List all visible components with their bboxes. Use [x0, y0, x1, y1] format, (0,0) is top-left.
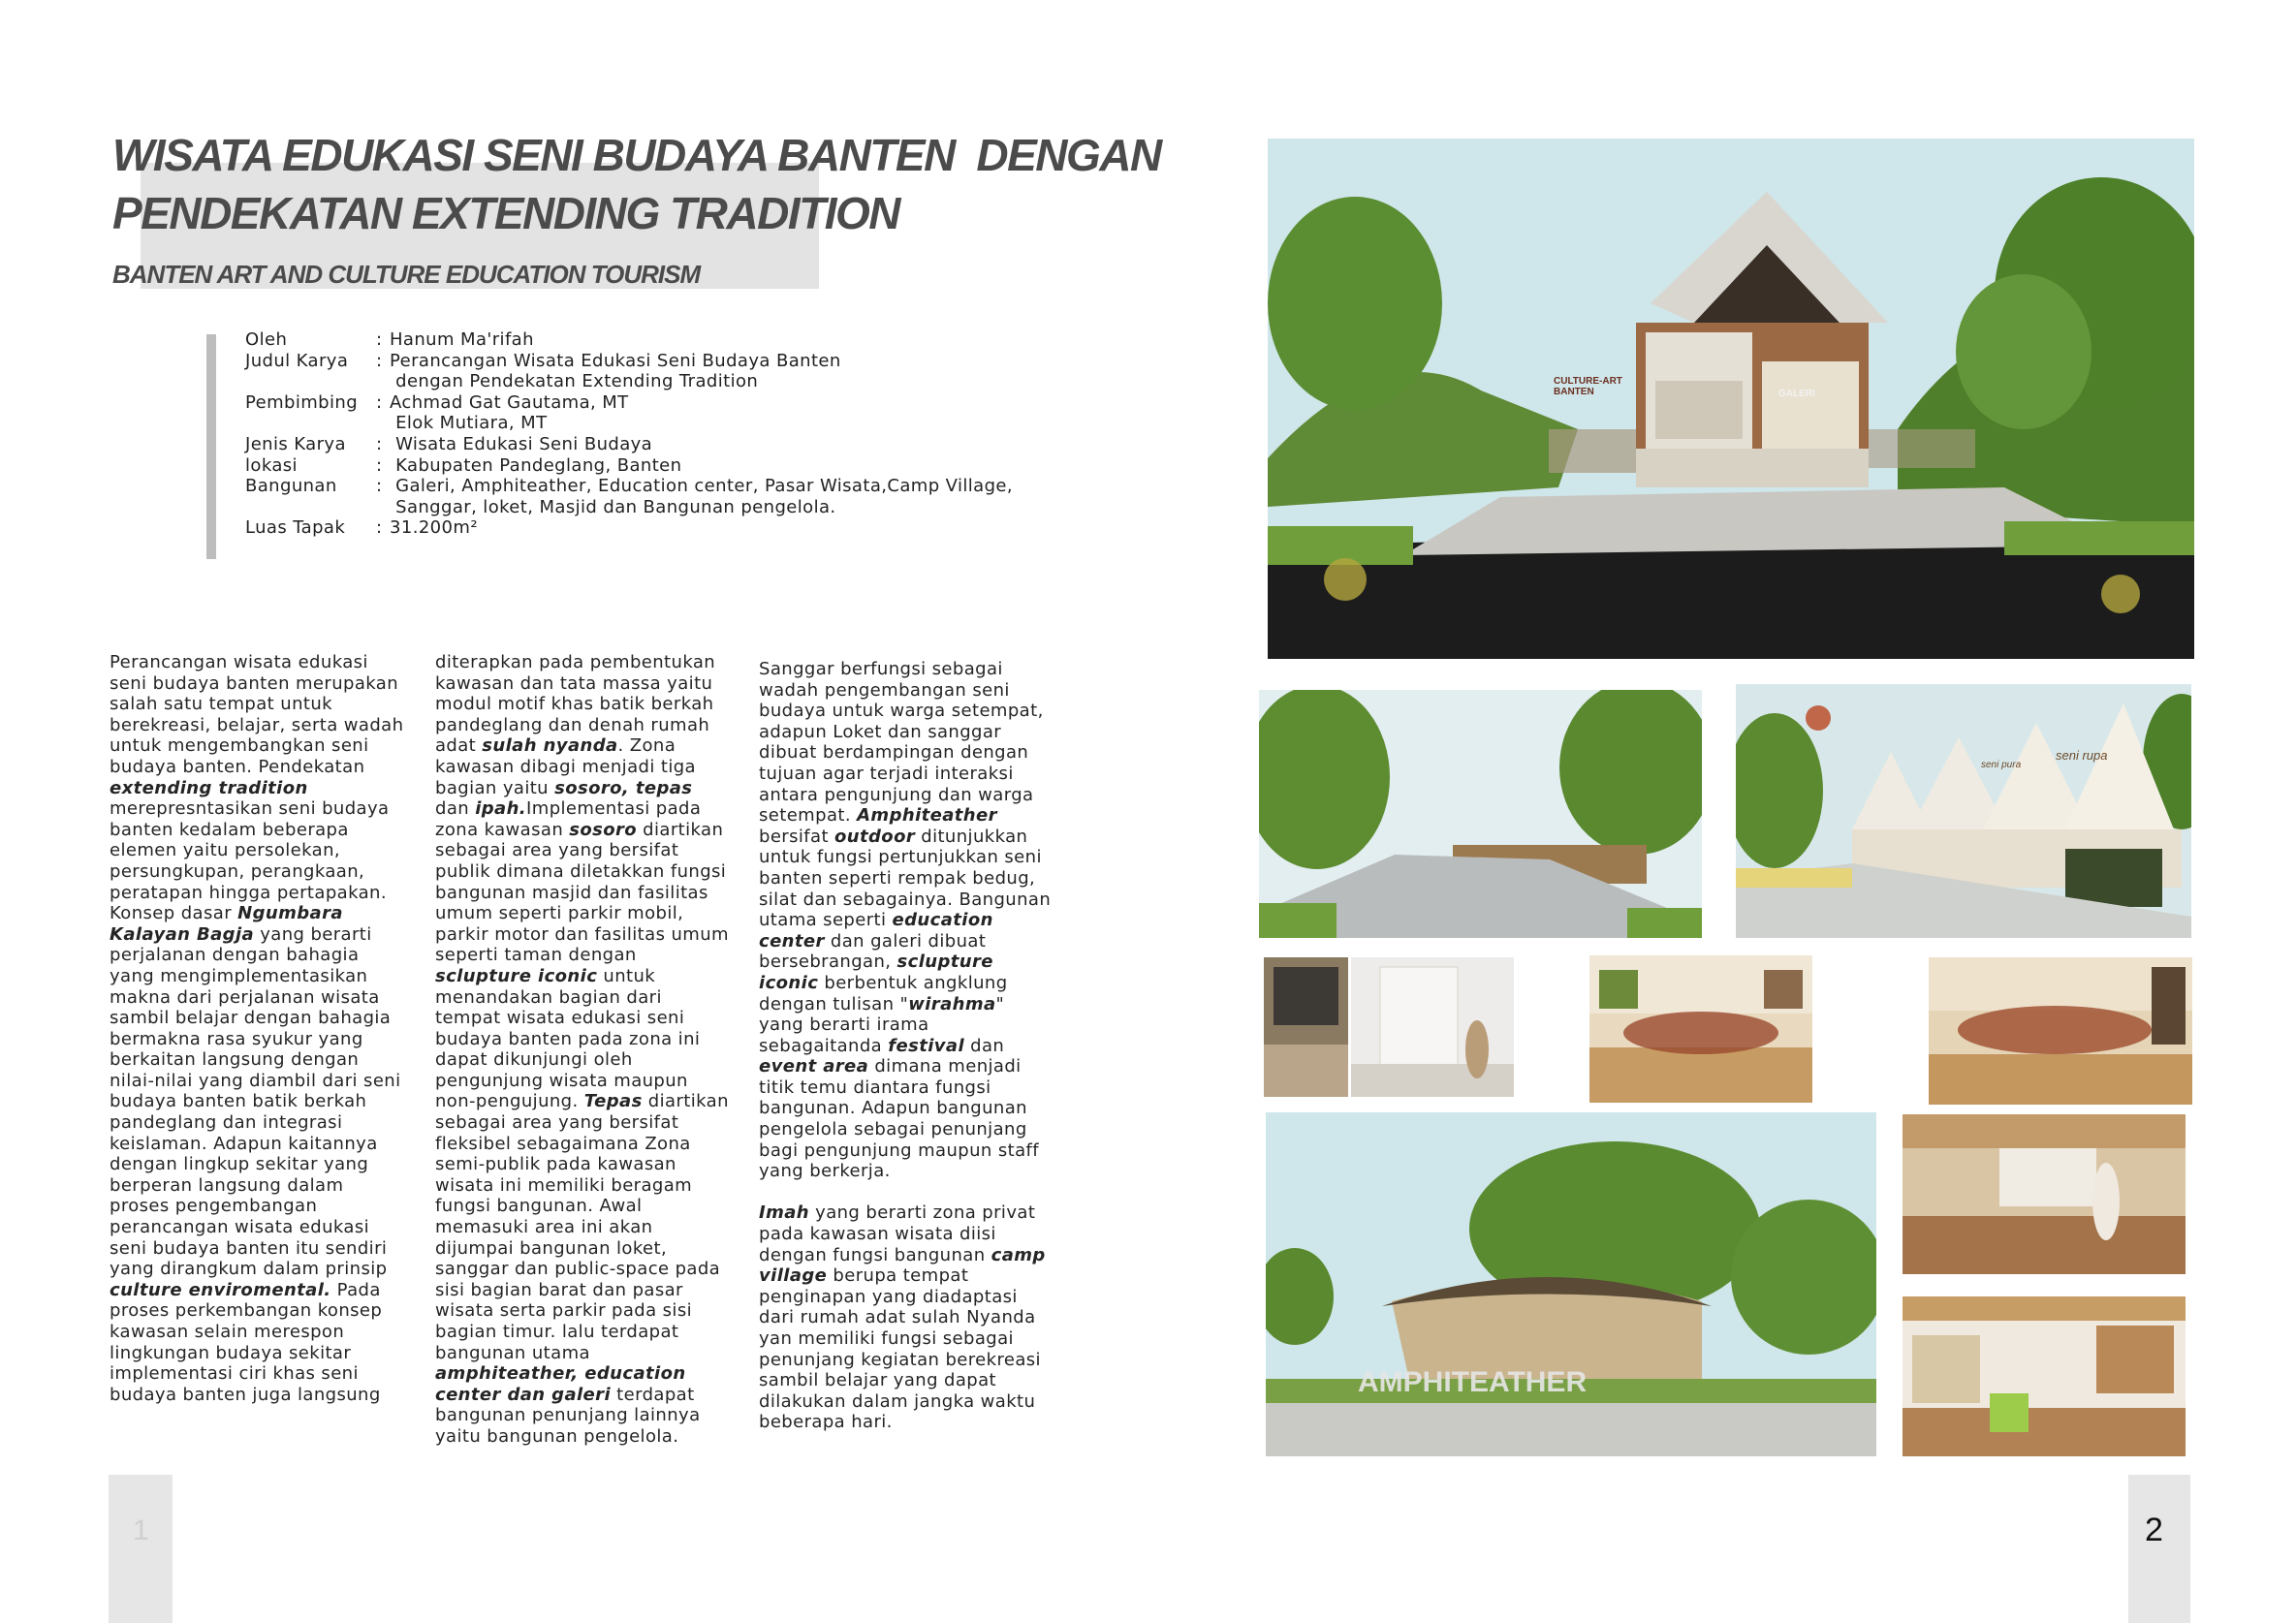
education-center-image-1: [1903, 1114, 2186, 1274]
galeri-render-image: [1268, 139, 2194, 659]
body-text: . Zona kawasan dibagi menjadi tiga bagian yaitu: [435, 735, 696, 798]
meta-row: [245, 351, 1013, 372]
meta-separator: :: [376, 517, 383, 539]
emphasis-text: Amphiteather: [857, 805, 997, 827]
gallery-interior-image-2: [1351, 957, 1514, 1097]
emphasis-text: Ngumbara Kalayan Bagja: [110, 903, 343, 945]
emphasis-text: sclupture iconic: [435, 965, 598, 986]
meta-separator: [376, 413, 390, 434]
emphasis-text: sclupture iconic: [759, 952, 993, 993]
emphasis-text: amphiteather, education center dan galeri: [435, 1363, 686, 1405]
body-text: Sanggar berfungsi sebagai wadah pengembangan seni budaya untuk warga setempat, adapun Loket dan sanggar dibuat berdampingan dengan tujuan agar terjadi interaksi antara pengunjung dan warga setempat.: [759, 659, 1044, 827]
title-line-1: WISATA EDUKASI SENI BUDAYA BANTEN DENGAN: [112, 130, 1161, 180]
meta-key: Pembimbing: [245, 391, 359, 413]
page-subtitle: BANTEN ART AND CULTURE EDUCATION TOURISM: [112, 260, 701, 289]
meta-separator: :: [376, 433, 383, 454]
page-number-left: 1: [133, 1514, 149, 1546]
body-text: dimana menjadi titik temu diantara fungsi bangunan. Adapun bangunan pengelola sebagai penunjang bagi pengunjung maupun staff yang berkerja.: [759, 1056, 1039, 1182]
page-number-right: 2: [2145, 1512, 2163, 1548]
meta-separator: :: [376, 476, 383, 497]
meta-value: Achmad Gat Gautama, MT: [390, 391, 629, 413]
plaza-render-image: [1259, 690, 1702, 938]
body-text: berupa tempat penginapan yang diadaptasi dari rumah adat sulah Nyanda yan memiliki fungsi sebagai penunjang kegiatan berekreasi sambil belajar yang dapat dilakukan dalam jangka waktu beberapa hari.: [759, 1265, 1041, 1433]
emphasis-text: Imah: [759, 1202, 810, 1224]
dance-hall-image-2: [1929, 957, 2192, 1105]
emphasis-text: culture enviromental.: [110, 1279, 331, 1300]
meta-value: Wisata Edukasi Seni Budaya: [390, 433, 653, 454]
body-paragraph: [435, 652, 731, 1448]
meta-separator: [376, 371, 390, 392]
meta-key: Bangunan: [245, 476, 337, 497]
meta-key: Judul Karya: [245, 350, 349, 371]
sign-galeri: GALERI: [1778, 389, 1815, 399]
emphasis-text: Tepas: [583, 1091, 643, 1112]
meta-row: [245, 476, 1013, 497]
body-text: diartikan sebagai area yang bersifat fleksibel sebagaimana Zona semi-publik pada kawasan wisata ini memiliki beragam fungsi bangunan. Awal memasuki area ini akan dijumpai bangunan loket, sanggar dan public-space pada sisi bagian barat dan pasar wisata serta parkir pada sisi bagian timur. lalu terdapat bangunan utama: [435, 1091, 729, 1363]
emphasis-text: festival: [888, 1035, 965, 1056]
body-text: Pada proses perkembangan konsep kawasan selain merespon lingkungan budaya sekitar implementasi ciri khas seni budaya banten juga langsung: [110, 1279, 383, 1405]
body-text: merepresntasikan seni budaya banten kedalam beberapa elemen yaitu persolekan, persungkupan, perangkaan, peratapan hingga pertapakan. Konsep dasar: [110, 798, 390, 924]
meta-row: [245, 434, 1013, 455]
body-text: " yang berarti irama sebagaitanda: [759, 993, 1005, 1056]
meta-value: dengan Pendekatan Extending Tradition: [390, 371, 759, 392]
meta-value: Sanggar, loket, Masjid dan Bangunan pengelola.: [390, 496, 836, 517]
body-text: untuk menandakan bagian dari tempat wisata edukasi seni budaya banten pada zona ini dapat dikunjungi oleh pengunjung wisata maupun non-pengujung.: [435, 965, 701, 1112]
emphasis-text: sosoro: [569, 819, 638, 840]
page-tab-left: [109, 1475, 173, 1623]
meta-separator: :: [376, 350, 383, 371]
body-text: bersifat: [759, 826, 835, 847]
meta-key: Luas Tapak: [245, 517, 346, 539]
body-paragraph: [759, 659, 1054, 1182]
meta-separator: :: [376, 391, 383, 413]
body-text: dan: [435, 798, 476, 820]
body-text: Implementasi pada zona kawasan: [435, 798, 702, 840]
body-text: Perancangan wisata edukasi seni budaya banten merupakan salah satu tempat untuk berekreasi, belajar, serta wadah untuk mengembangkan seni budaya banten. Pendekatan: [110, 652, 404, 777]
sign-culture-art: CULTURE-ART BANTEN: [1554, 376, 1622, 397]
meta-key: Oleh: [245, 329, 288, 350]
emphasis-text: sulah nyanda: [482, 735, 618, 757]
amphiteather-render-image: [1266, 1112, 1876, 1456]
body-column-1: [110, 652, 405, 1426]
dance-hall-image-1: [1589, 955, 1812, 1103]
meta-row: [245, 392, 1013, 414]
body-column-3: [759, 659, 1054, 1454]
meta-key: Jenis Karya: [245, 433, 346, 454]
emphasis-text: education center: [759, 910, 993, 952]
education-center-image-2: [1903, 1296, 2186, 1456]
body-column-2: [435, 652, 731, 1468]
sign-seni-pura: seni pura: [1981, 760, 2022, 770]
meta-key: [245, 413, 376, 434]
meta-key: [245, 371, 376, 392]
meta-value: Hanum Ma'rifah: [390, 329, 534, 350]
sign-amphiteather: AMPHITEATHER: [1358, 1366, 1588, 1398]
meta-value: Elok Mutiara, MT: [390, 413, 548, 434]
gallery-interior-image-1: [1264, 957, 1348, 1097]
pasar-wisata-render-image: [1736, 684, 2191, 938]
body-text: yang berarti zona privat pada kawasan wisata diisi dengan fungsi bangunan: [759, 1202, 1036, 1265]
body-text: berbentuk angklung dengan tulisan ": [759, 972, 1008, 1014]
body-text: yang berarti perjalanan dengan bahagia yang mengimplementasikan makna dari perjalanan wisata sambil belajar dengan bahagia bermakna rasa syukur yang berkaitan langsung dengan nilai-nilai yang diambil dari seni budaya banten batik berkah pandeglang dan integrasi keislaman. Adapun kaitannya dengan lingkup sekitar yang berperan langsung dalam proses pengembangan perancangan wisata edukasi seni budaya banten itu sendiri yang dirangkum dalam prinsip: [110, 923, 401, 1280]
meta-separator: :: [376, 329, 383, 350]
emphasis-text: camp village: [759, 1244, 1046, 1287]
emphasis-text: event area: [759, 1056, 869, 1077]
body-paragraph: [110, 652, 405, 1405]
body-text: diterapkan pada pembentukan kawasan dan tata massa yaitu modul motif khas batik berkah pandeglang dan denah rumah adat: [435, 652, 716, 757]
emphasis-text: sosoro, tepas: [554, 777, 693, 798]
body-text: terdapat bangunan penunjang lainnya yaitu bangunan pengelola.: [435, 1384, 701, 1447]
emphasis-text: extending tradition: [110, 777, 308, 798]
sign-seni-rupa: seni rupa: [2056, 748, 2108, 763]
meta-value: Perancangan Wisata Edukasi Seni Budaya Banten: [390, 350, 841, 371]
title-line-2: PENDEKATAN EXTENDING TRADITION: [112, 188, 899, 238]
body-text: diartikan sebagai area yang bersifat publik dimana diletakkan fungsi bangunan masjid dan fasilitas umum seperti parkir mobil, parkir motor dan fasilitas umum seperti taman dengan: [435, 819, 729, 966]
meta-row: [245, 497, 1013, 518]
body-text: ditunjukkan untuk fungsi pertunjukkan seni banten seperti rempak bedug, silat dan sebagainya. Bangunan utama seperti: [759, 826, 1052, 931]
body-paragraph: [759, 1202, 1054, 1433]
body-text: dan: [964, 1035, 1005, 1056]
meta-row: [245, 329, 1013, 351]
body-text: dan galeri dibuat bersebrangan,: [759, 930, 987, 973]
emphasis-text: wirahma: [908, 993, 996, 1014]
page-title: [112, 126, 1227, 242]
meta-accent-bar: [206, 334, 216, 559]
meta-key: [245, 497, 376, 518]
meta-row: [245, 413, 1013, 434]
project-info: [245, 329, 1013, 539]
meta-separator: :: [376, 454, 383, 476]
meta-value: Galeri, Amphiteather, Education center, Pasar Wisata,Camp Village,: [390, 476, 1014, 497]
meta-row: [245, 455, 1013, 477]
meta-row: [245, 517, 1013, 539]
meta-separator: [376, 497, 390, 518]
meta-row: [245, 371, 1013, 392]
emphasis-text: outdoor: [834, 826, 916, 847]
meta-value: Kabupaten Pandeglang, Banten: [390, 454, 682, 476]
meta-value: 31.200m²: [390, 517, 478, 539]
meta-key: lokasi: [245, 454, 298, 476]
emphasis-text: ipah.: [475, 798, 527, 820]
